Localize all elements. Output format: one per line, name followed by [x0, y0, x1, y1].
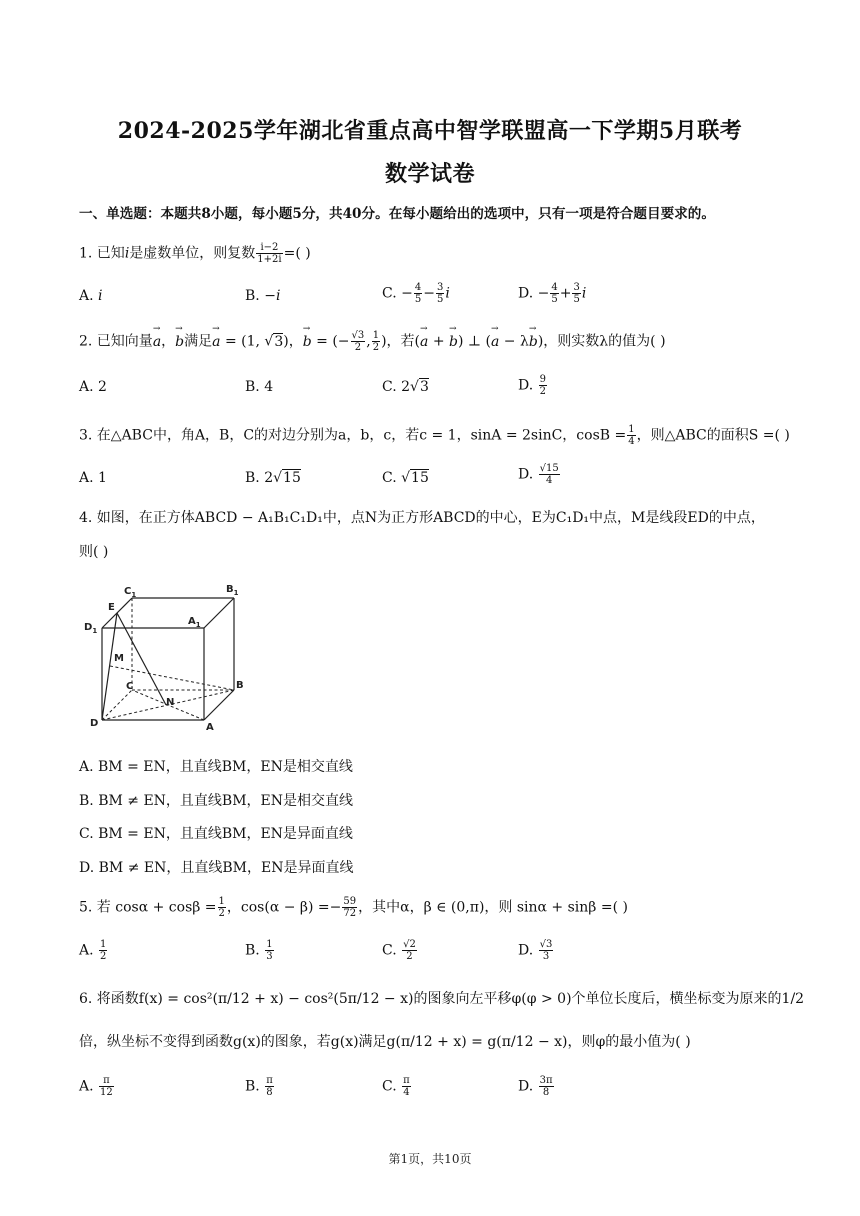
q6-option-b[interactable]: B. $\frac{\pi}{8}$	[245, 1075, 273, 1098]
label-d: D	[90, 718, 99, 729]
q3-option-a[interactable]: A. 1	[79, 470, 107, 486]
q5-option-c[interactable]: C. $\frac{√2}{2}$	[382, 939, 416, 962]
question-6-stem-line2: 倍，纵坐标不变得到函数g(x)的图象，若g(x)满足g(π/12 + x) = g(π/12 − x)，则φ的最小值为( )	[79, 1034, 691, 1050]
label-e: E	[108, 602, 115, 613]
q4-option-a[interactable]: A. BM = EN，且直线BM，EN是相交直线	[79, 759, 353, 775]
question-5-stem: 5. 若 cosα + cosβ = $\frac{1}{2}$ ，cos(α − β) =− $\frac{59}{72}$ ，其中α，β ∈ (0,π)，则 sinα + sinβ =( )	[79, 896, 628, 919]
exam-subtitle: 数学试卷	[384, 161, 475, 187]
q3-option-b[interactable]: B. 2√15	[245, 470, 301, 486]
label-d1: $D_1$	[84, 622, 98, 635]
q6-option-a[interactable]: A. $\frac{\pi}{12}$	[79, 1075, 113, 1098]
q5-option-b[interactable]: B. $\frac{1}{3}$	[245, 939, 273, 962]
section-heading: 一、单选题：本题共8小题，每小题5分，共40分。在每小题给出的选项中，只有一项是符合题目要求的。	[79, 206, 715, 222]
label-n: N	[166, 697, 175, 708]
question-6-stem-line1: 6. 将函数f(x) = cos²(π/12 + x) − cos²(5π/12 − x)的图象向左平移φ(φ > 0)个单位长度后，横坐标变为原来的1/2	[79, 991, 805, 1007]
exam-title: 2024-2025学年湖北省重点高中智学联盟高一下学期5月联考	[117, 118, 743, 144]
q1-option-d[interactable]: D. − $\frac{4}{5}$ + $\frac{3}{5}$ i	[518, 282, 587, 305]
q4-option-b[interactable]: B. BM ≠ EN，且直线BM，EN是相交直线	[79, 793, 354, 809]
q5-option-d[interactable]: D. $\frac{√3}{3}$	[518, 939, 553, 962]
question-4-stem-line2: 则( )	[79, 544, 109, 560]
q3-option-c[interactable]: C. √15	[382, 470, 429, 486]
question-4-stem-line1: 4. 如图，在正方体ABCD − A₁B₁C₁D₁中，点N为正方形ABCD的中心，E为C₁D₁中点，M是线段ED的中点，	[79, 510, 765, 526]
q1-option-c[interactable]: C. − $\frac{4}{5}$ − $\frac{3}{5}$ i	[382, 282, 450, 305]
q2-option-c[interactable]: C. 2√3	[382, 379, 429, 395]
question-1-stem: 1. 已知i是虚数单位，则复数 $\frac{i-2}{1+2i}$ =( )	[79, 242, 311, 265]
q1-option-b[interactable]: B. −i	[245, 288, 281, 304]
q5-option-a[interactable]: A. $\frac{1}{2}$	[79, 939, 107, 962]
label-b1: $B_1$	[226, 584, 239, 597]
q2-option-a[interactable]: A. 2	[79, 379, 107, 395]
q1-fraction: $\frac{i-2}{1+2i}$	[257, 242, 282, 265]
q1-option-a[interactable]: A. i	[79, 288, 103, 304]
cube-figure	[80, 578, 255, 738]
label-c: C	[126, 681, 134, 692]
question-2-stem: 2. 已知向量→ a，→ b满足→ a = (1, √3)，→ b = (− $\frac{√3}{2}$ , $\frac{1}{2}$ )，若(→ a + → b) ⊥ (→ a − λ→ b)，则实数λ的值为( )	[79, 330, 666, 353]
label-b: B	[236, 680, 244, 691]
q4-option-d[interactable]: D. BM ≠ EN，且直线BM，EN是异面直线	[79, 860, 354, 876]
q6-option-c[interactable]: C. $\frac{\pi}{4}$	[382, 1075, 410, 1098]
q4-option-c[interactable]: C. BM = EN，且直线BM，EN是异面直线	[79, 826, 353, 842]
label-m: M	[114, 653, 124, 664]
q6-option-d[interactable]: D. $\frac{3\pi}{8}$	[518, 1075, 553, 1098]
question-3-stem: 3. 在△ABC中，角A，B，C的对边分别为a，b，c，若c = 1，sinA = 2sinC，cosB = $\frac{1}{4}$ ，则△ABC的面积S =( )	[79, 424, 790, 447]
label-a: A	[206, 722, 214, 733]
page-footer: 第1页，共10页	[388, 1152, 472, 1166]
label-c1: $C_1$	[124, 586, 137, 599]
q3-option-d[interactable]: D. $\frac{√15}{4}$	[518, 463, 559, 486]
q2-option-d[interactable]: D. $\frac{9}{2}$	[518, 374, 547, 397]
q2-option-b[interactable]: B. 4	[245, 379, 274, 395]
label-a1: $A_1$	[188, 616, 201, 629]
